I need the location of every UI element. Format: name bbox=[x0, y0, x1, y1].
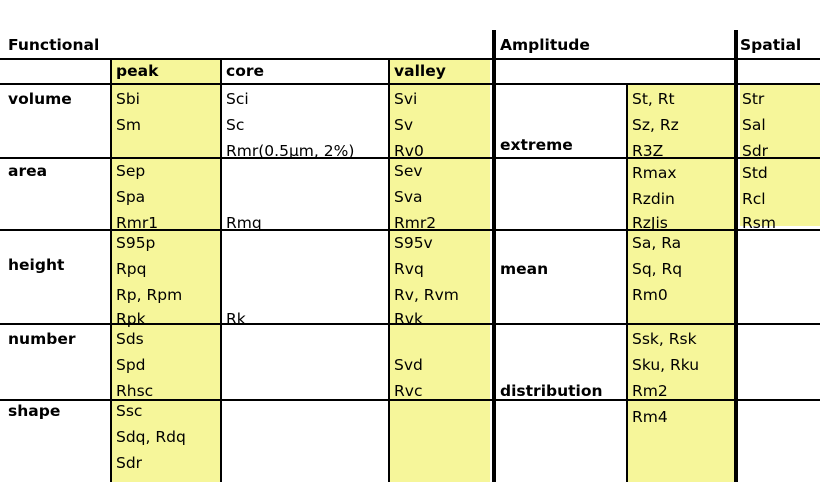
cell-volume-valley-1: Svi bbox=[394, 90, 418, 108]
row-label-shape: shape bbox=[8, 402, 61, 420]
row-label-height: height bbox=[8, 256, 65, 274]
rule-left-amplitude-values bbox=[626, 83, 628, 482]
cell-spatial-4: Std bbox=[742, 164, 768, 182]
cell-area-peak-2: Spa bbox=[116, 188, 146, 206]
cell-height-peak-1: S95p bbox=[116, 234, 156, 252]
row-label-volume: volume bbox=[8, 90, 72, 108]
cell-height-peak-2: Rpq bbox=[116, 260, 147, 278]
cell-amplitude-extreme-2: Sz, Rz bbox=[632, 116, 679, 134]
cell-volume-peak-1: Sbi bbox=[116, 90, 140, 108]
cell-area-valley-1: Sev bbox=[394, 162, 423, 180]
cell-volume-core-2: Sc bbox=[226, 116, 245, 134]
cell-number-valley-2: Svd bbox=[394, 356, 423, 374]
cell-amplitude-distribution-2: Sku, Rku bbox=[632, 356, 700, 374]
cell-height-peak-4: Rpk bbox=[116, 310, 146, 328]
cell-number-peak-2: Spd bbox=[116, 356, 146, 374]
cell-amplitude-extreme-6: RzJis bbox=[632, 214, 668, 232]
cell-volume-peak-2: Sm bbox=[116, 116, 141, 134]
cell-height-peak-3: Rp, Rpm bbox=[116, 286, 183, 304]
cell-height-valley-4: Rvk bbox=[394, 310, 423, 328]
amplitude-label-mean: mean bbox=[500, 260, 549, 278]
cell-height-valley-2: Rvq bbox=[394, 260, 424, 278]
rule-left-spatial bbox=[734, 30, 738, 482]
cell-area-peak-1: Sep bbox=[116, 162, 146, 180]
group-header-spatial: Spatial bbox=[740, 36, 802, 54]
cell-amplitude-extreme-1: St, Rt bbox=[632, 90, 675, 108]
cell-volume-valley-2: Sv bbox=[394, 116, 414, 134]
group-header-functional: Functional bbox=[8, 36, 100, 54]
cell-number-peak-1: Sds bbox=[116, 330, 144, 348]
cell-spatial-2: Sal bbox=[742, 116, 766, 134]
cell-amplitude-mean-1: Sa, Ra bbox=[632, 234, 682, 252]
cell-volume-core-1: Sci bbox=[226, 90, 249, 108]
cell-number-peak-3: Rhsc bbox=[116, 382, 154, 400]
cell-amplitude-mean-2: Sq, Rq bbox=[632, 260, 683, 278]
cell-shape-peak-3: Sdr bbox=[116, 454, 143, 472]
cell-volume-core-3: Rmr(0.5µm, 2%) bbox=[226, 142, 355, 160]
cell-amplitude-extreme-5: Rzdin bbox=[632, 190, 675, 208]
cell-spatial-3: Sdr bbox=[742, 142, 769, 160]
cell-number-valley-3: Rvc bbox=[394, 382, 423, 400]
cell-spatial-5: Rcl bbox=[742, 190, 766, 208]
cell-volume-valley-3: Rv0 bbox=[394, 142, 424, 160]
column-header-core: core bbox=[226, 62, 264, 80]
cell-height-core-4: Rk bbox=[226, 310, 246, 328]
cell-shape-peak-1: Ssc bbox=[116, 402, 143, 420]
amplitude-label-distribution: distribution bbox=[500, 382, 603, 400]
cell-height-valley-3: Rv, Rvm bbox=[394, 286, 459, 304]
rule-left-amplitude bbox=[492, 30, 496, 482]
amplitude-label-extreme: extreme bbox=[500, 136, 573, 154]
rule-left-peak bbox=[110, 58, 112, 482]
row-label-number: number bbox=[8, 330, 76, 348]
cell-amplitude-distribution-3: Rm2 bbox=[632, 382, 668, 400]
cell-amplitude-extreme-3: R3Z bbox=[632, 142, 664, 160]
cell-area-peak-3: Rmr1 bbox=[116, 214, 159, 232]
column-header-peak: peak bbox=[116, 62, 159, 80]
rule-left-core bbox=[220, 58, 222, 482]
cell-amplitude-extreme-4: Rmax bbox=[632, 164, 677, 182]
cell-amplitude-mean-3: Rm0 bbox=[632, 286, 668, 304]
cell-area-core-3: Rmq bbox=[226, 214, 262, 232]
cell-height-valley-1: S95v bbox=[394, 234, 433, 252]
row-label-area: area bbox=[8, 162, 48, 180]
cell-area-valley-3: Rmr2 bbox=[394, 214, 437, 232]
cell-shape-peak-2: Sdq, Rdq bbox=[116, 428, 186, 446]
rule-left-valley bbox=[388, 58, 390, 482]
cell-spatial-1: Str bbox=[742, 90, 765, 108]
cell-spatial-6: Rsm bbox=[742, 214, 776, 232]
group-header-amplitude: Amplitude bbox=[500, 36, 590, 54]
cell-amplitude-distribution-4: Rm4 bbox=[632, 408, 668, 426]
cell-area-valley-2: Sva bbox=[394, 188, 423, 206]
column-header-valley: valley bbox=[394, 62, 446, 80]
cell-amplitude-distribution-1: Ssk, Rsk bbox=[632, 330, 697, 348]
